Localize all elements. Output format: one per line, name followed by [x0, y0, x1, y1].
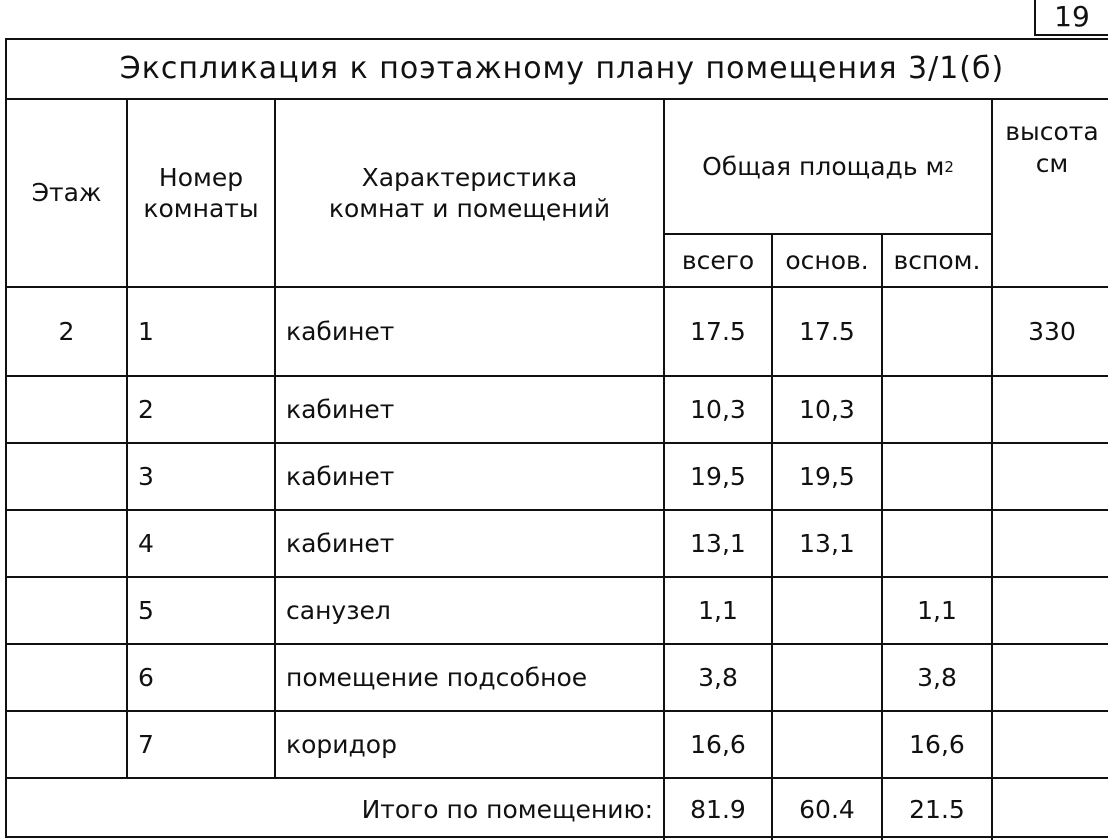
header-characteristics-line1: Характеристика: [361, 162, 578, 192]
header-height-line2: см: [1035, 148, 1069, 178]
totals-aux: 21.5: [909, 794, 965, 824]
room-number-cell: 5: [138, 595, 154, 625]
totals-main: 60.4: [799, 794, 855, 824]
area-main-cell: [773, 578, 881, 643]
area-main-cell: 19,5: [799, 461, 855, 491]
area-total-cell: 10,3: [690, 394, 746, 424]
page-number: 19: [1034, 0, 1108, 36]
header-area-aux: вспом.: [893, 245, 981, 275]
header-height-line1: высота: [1005, 117, 1099, 147]
area-aux-cell: [883, 377, 991, 442]
area-main-cell: 17.5: [799, 316, 855, 346]
area-total-cell: 16,6: [690, 729, 746, 759]
header-total-area-text: Общая площадь м: [702, 151, 945, 181]
height-cell: [993, 578, 1108, 643]
area-aux-cell: 1,1: [917, 595, 957, 625]
area-total-cell: 13,1: [690, 528, 746, 558]
room-name-cell: кабинет: [286, 461, 395, 491]
area-main-cell: 13,1: [799, 528, 855, 558]
table-title: Экспликация к поэтажному плану помещения 3/1(б): [119, 51, 1005, 87]
room-number-cell: 1: [138, 316, 154, 346]
explication-table: [5, 38, 1108, 838]
floor-cell: [7, 377, 126, 442]
room-number-cell: 6: [138, 662, 154, 692]
header-area-total: всего: [681, 245, 755, 275]
header-room-number-line2: комнаты: [143, 194, 259, 223]
area-total-cell: 1,1: [698, 595, 738, 625]
header-characteristics-line2: комнат и помещений: [328, 194, 611, 223]
room-name-cell: кабинет: [286, 316, 395, 346]
totals-total: 81.9: [690, 794, 746, 824]
header-floor: Этаж: [31, 178, 102, 208]
header-characteristics: [276, 100, 663, 286]
room-name-cell: кабинет: [286, 528, 395, 558]
height-cell: [993, 511, 1108, 576]
floor-cell: [7, 578, 126, 643]
header-room-number: [128, 100, 274, 286]
area-total-cell: 3,8: [698, 662, 738, 692]
room-number-cell: 3: [138, 461, 154, 491]
header-room-number-line1: Номер: [158, 162, 244, 192]
area-main-cell: 10,3: [799, 394, 855, 424]
area-aux-cell: [883, 288, 991, 375]
header-area-main: основ.: [785, 245, 869, 275]
room-name-cell: коридор: [286, 729, 397, 759]
room-name-cell: санузел: [286, 595, 391, 625]
room-number-cell: 2: [138, 394, 154, 424]
area-aux-cell: 16,6: [909, 729, 965, 759]
room-number-cell: 7: [138, 729, 154, 759]
area-main-cell: [773, 645, 881, 710]
area-main-cell: [773, 712, 881, 777]
floor-cell: [7, 645, 126, 710]
room-name-cell: помещение подсобное: [286, 662, 588, 692]
height-cell: [993, 444, 1108, 509]
floor-cell: [7, 511, 126, 576]
height-cell: [993, 712, 1108, 777]
floor-cell: [7, 444, 126, 509]
totals-label: Итого по помещению:: [361, 794, 653, 824]
area-aux-cell: 3,8: [917, 662, 957, 692]
header-total-area: Общая площадь м 2: [702, 151, 954, 181]
height-cell: 330: [1028, 316, 1076, 346]
height-cell: [993, 377, 1108, 442]
area-total-cell: 19,5: [690, 461, 746, 491]
area-aux-cell: [883, 444, 991, 509]
header-height: [993, 100, 1108, 195]
height-cell: [993, 645, 1108, 710]
room-number-cell: 4: [138, 528, 154, 558]
area-total-cell: 17.5: [690, 316, 746, 346]
room-name-cell: кабинет: [286, 394, 395, 424]
area-aux-cell: [883, 511, 991, 576]
floor-cell: 2: [58, 316, 75, 346]
floor-cell: [7, 712, 126, 777]
